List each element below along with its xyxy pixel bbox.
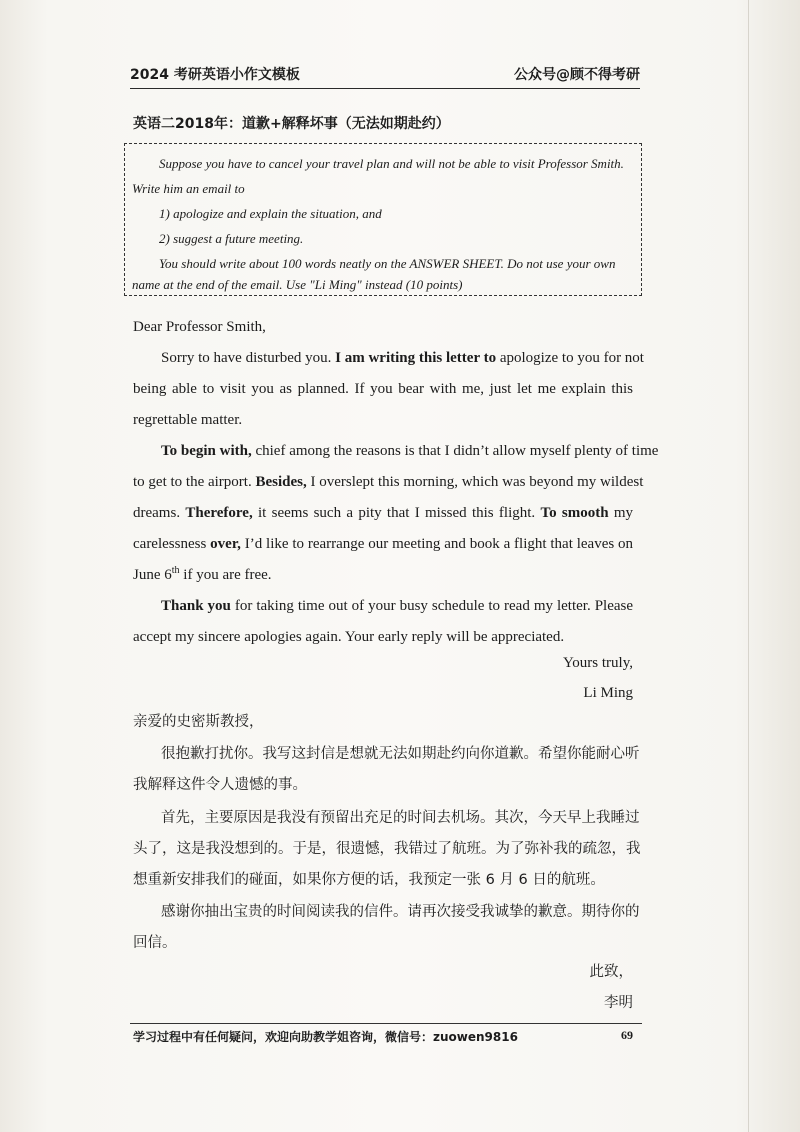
letter-p1-line3: regrettable matter. xyxy=(133,412,243,428)
letter-salutation: Dear Professor Smith, xyxy=(133,319,266,335)
translation-closing: 此致， xyxy=(589,964,633,980)
letter-p2-line4 xyxy=(133,529,633,560)
prompt-line-6: name at the end of the email. Use "Li Ming" instead (10 points) xyxy=(132,277,463,292)
letter-p1-line2: being able to visit you as planned. If you bear with me, just let me explain this xyxy=(133,381,633,397)
translation-p2-line1: 首先，主要原因是我没有预留出充足的时间去机场。其次，今天早上我睡过 xyxy=(161,810,640,826)
translation-p3-line2: 回信。 xyxy=(133,935,177,951)
prompt-box xyxy=(124,143,642,296)
text-run: my xyxy=(613,505,634,521)
page-number: 69 xyxy=(621,1028,633,1042)
key-phrase: I am writing this letter to xyxy=(335,350,497,366)
prompt-line-5: You should write about 100 words neatly on the ANSWER SHEET. Do not use your own xyxy=(159,256,616,271)
prompt-line-1: Suppose you have to cancel your travel plan and will not be able to visit Professor Smith. xyxy=(159,156,624,171)
key-phrase: Thank you xyxy=(161,598,231,614)
header-right-title: 公众号@顾不得考研 xyxy=(514,67,640,83)
key-phrase: To smooth xyxy=(540,505,609,521)
text-run: apologize to you for not xyxy=(499,350,644,366)
prompt-line-2: Write him an email to xyxy=(132,181,245,196)
letter-p1-line1 xyxy=(161,343,644,374)
key-phrase: Therefore, xyxy=(185,505,253,521)
text-run: it seems such a pity that I missed this flight. xyxy=(258,505,536,521)
ordinal-suffix: th xyxy=(171,565,180,576)
letter-p2-line2 xyxy=(133,467,644,498)
translation-p2-line3: 想重新安排我们的碰面，如果你方便的话，我预定一张 6 月 6 日的航班。 xyxy=(133,872,605,888)
prompt-line-4: 2) suggest a future meeting. xyxy=(159,231,304,246)
prompt-line-3: 1) apologize and explain the situation, and xyxy=(159,206,382,221)
translation-salutation: 亲爱的史密斯教授， xyxy=(133,714,264,730)
section-title: 英语二2018年：道歉+解释坏事（无法如期赴约） xyxy=(133,116,450,132)
page-header xyxy=(130,62,640,84)
translation-p1-line2: 我解释这件令人遗憾的事。 xyxy=(133,777,307,793)
key-phrase: over, xyxy=(210,536,241,552)
text-run: chief among the reasons is that I didn’t allow myself plenty of time xyxy=(255,443,659,459)
text-run: I overslept this morning, which was beyond my wildest xyxy=(310,474,644,490)
text-run: to get to the airport. xyxy=(133,474,252,490)
page-edge-line xyxy=(748,0,749,1132)
text-run: dreams. xyxy=(133,505,181,521)
key-phrase: To begin with, xyxy=(161,443,252,459)
text-run: June 6 xyxy=(133,567,172,583)
letter-p2-line5 xyxy=(133,560,272,591)
translation-signature: 李明 xyxy=(604,995,633,1011)
text-run: if you are free. xyxy=(183,567,272,583)
text-run: for taking time out of your busy schedule to read my letter. Please xyxy=(234,598,634,614)
text-run: carelessness xyxy=(133,536,207,552)
page-footer xyxy=(133,1028,633,1045)
header-left-title: 2024 考研英语小作文模板 xyxy=(130,67,300,83)
text-run: Sorry to have disturbed you. xyxy=(161,350,332,366)
translation-p1-line1: 很抱歉打扰你。我写这封信是想就无法如期赴约向你道歉。希望你能耐心听 xyxy=(161,746,640,762)
letter-p2-line1 xyxy=(161,436,659,467)
key-phrase: Besides, xyxy=(255,474,307,490)
letter-closing: Yours truly, xyxy=(562,655,633,671)
footer-text: 学习过程中有任何疑问，欢迎向助教学姐咨询，微信号：zuowen9816 xyxy=(133,1030,518,1044)
letter-p3-line2: accept my sincere apologies again. Your early reply will be appreciated. xyxy=(133,629,565,645)
letter-p2-line3 xyxy=(133,498,633,529)
letter-p3-line1 xyxy=(161,591,633,622)
translation-p2-line2: 头了，这是我没想到的。于是，很遗憾，我错过了航班。为了弥补我的疏忽，我 xyxy=(133,841,641,857)
translation-p3-line1: 感谢你抽出宝贵的时间阅读我的信件。请再次接受我诚挚的歉意。期待你的 xyxy=(161,904,640,920)
footer-rule xyxy=(130,1023,642,1024)
letter-signature: Li Ming xyxy=(583,685,633,701)
text-run: I’d like to rearrange our meeting and book a flight that leaves on xyxy=(244,536,634,552)
header-rule xyxy=(130,88,640,89)
